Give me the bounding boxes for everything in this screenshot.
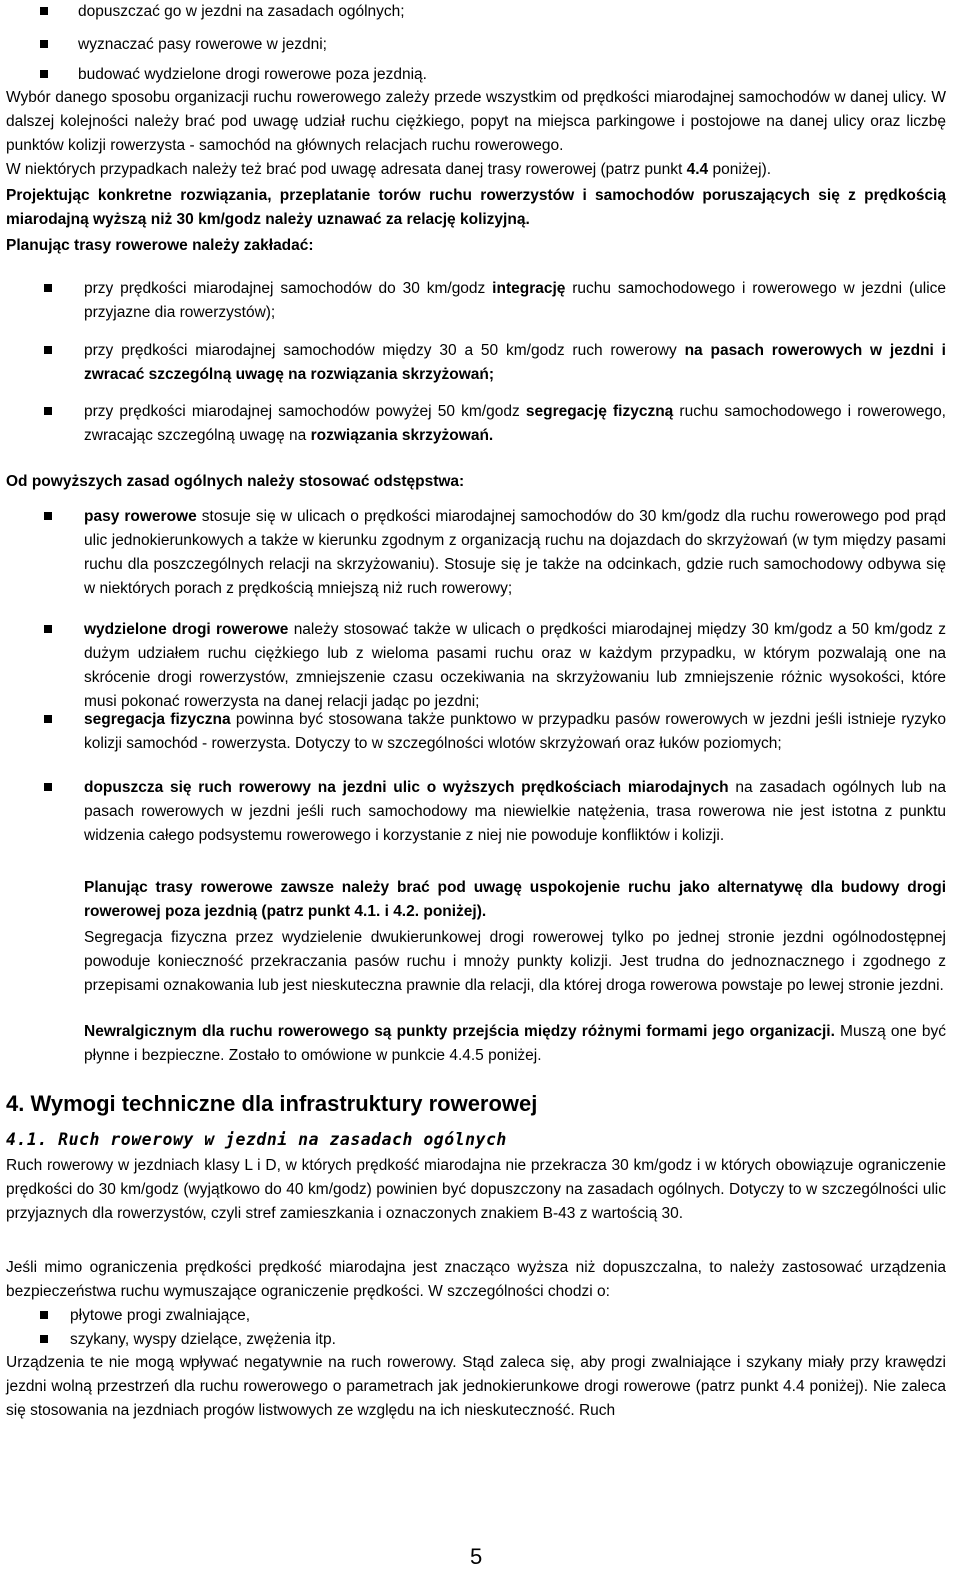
square-bullet-icon xyxy=(40,7,48,15)
segregation-paragraph: Segregacja fizyczna przez wydzielenie dwukierunkowej drogi rowerowej tylko po jednej stronie jezdni ogólnodostępnej powoduje konieczność przekraczania pasów ruchu i mnoży punkty kolizji. Jest trudna do jednoznacznego i zgodnego z przepisami oznakowania lub jest nieskuteczna prawnie dla relacji, dla której droga rowerowa powstaje po lewej stronie jezdni. xyxy=(84,929,946,994)
square-bullet-icon xyxy=(44,783,52,791)
square-bullet-icon xyxy=(44,715,52,723)
planning-list xyxy=(6,339,946,387)
list-item: szykany, wyspy dzielące, zwężenia itp. xyxy=(40,1328,940,1352)
paragraph: W niektórych przypadkach należy też brać pod uwagę adresata danej trasy rowerowej (patrz punkt 4.4 poniżej). xyxy=(6,161,772,178)
list-item: przy prędkości miarodajnej samochodów do 30 km/godz integrację ruchu samochodowego i rowerowego w jezdni (ulice przyjazne dia rowerzystów); xyxy=(6,277,946,325)
square-bullet-icon xyxy=(44,625,52,633)
paragraph: Wybór danego sposobu organizacji ruchu rowerowego zależy przede wszystkim od prędkości miarodajnej samochodów w danej ulicy. W dalszej kolejności należy brać pod uwagę udział ruchu ciężkiego, popyt na miejsca parkingowe i postojowe na danej ulicy oraz liczbę punktów kolizji rowerzysta - samochód na głównych relacjach ruchu rowerowego. xyxy=(6,89,946,154)
exceptions-heading: Od powyższych zasad ogólnych należy stosować odstępstwa: xyxy=(6,473,465,490)
exceptions-list xyxy=(6,618,946,714)
list-item: płytowe progi zwalniające, xyxy=(40,1304,940,1328)
planning-heading: Planując trasy rowerowe należy zakładać: xyxy=(6,237,314,254)
planning-list xyxy=(6,400,946,448)
square-bullet-icon xyxy=(44,512,52,520)
exceptions-list xyxy=(6,505,946,601)
document-page: dopuszczać go w jezdni na zasadach ogólnych; wyznaczać pasy rowerowe w jezdni; budować wydzielone drogi rowerowe poza jezdnią. Wybór danego sposobu organizacji ruchu rowerowego zależy przede wszystkim od prędkości miarodajnej samochodów w danej ulicy. W dalszej kolejności należy brać pod uwagę udział ruchu ciężkiego, popyt na miejsca parkingowe i postojowe na danej ulicy oraz liczbę punktów kolizji rowerzysta - samochód na głównych relacjach ruchu rowerowego. W niektórych przypadkach należy też brać pod uwagę adresata danej trasy rowerowej (patrz punkt 4.4 poniżej). Projektując konkretne rozwiązania, przeplatanie torów ruchu rowerzystów i samochodów poruszających się z prędkością miarodajną wyższą niż 30 km/godz należy uznawać za relację kolizyjną. Planując trasy rowerowe należy zakładać: przy prędkości miarodajnej samochodów do 30 km/godz integrację ruchu samochodowego i rowerowego w jezdni (ulice przyjazne dia rowerzystów); przy prędkości miarodajnej samochodów między 30 a 50 km/godz ruch rowerowy na pasach rowerowych w jezdni i zwracać szczególną uwagę na rozwiązania skrzyżowań; przy prędkości miarodajnej samochodów powyżej 50 km/godz segregację fizyczną ruchu samochodowego i rowerowego, zwracając szczególną uwagę na rozwiązania skrzyżowań. Od powyższych zasad ogólnych należy stosować odstępstwa: pasy rowerowe stosuje się w ulicach o prędkości miarodajnej samochodów do 30 km/godz dla ruchu rowerowego pod prąd ulic jednokierunkowych a także w kierunku zgodnym z organizacją ruchu na dojazdach do skrzyżowań (w tym między pasami ruchu dla poszczególnych relacji na skrzyżowaniu). Stosuje się je także na odcinkach, gdzie ruch samochodowy odbywa się w niektórych porach z prędkością mniejszą niż ruch rowerowy; wydzielone drogi rowerowe należy stosować także w ulicach o prędkości miarodajnej między 30 km/godz a 50 km/godz z dużym udziałem ruchu ciężkiego lub z wieloma pasami ruchu oraz w każdym przypadku, w którym pozwalają one na skrócenie drogi rowerzystów, zmniejszenie czasu oczekiwania na skrzyżowaniu lub zmniejszenie różnic wysokości, które musi pokonać rowerzysta na danej relacji jadąc po jezdni; segregacja fizyczna powinna być stosowana także punktowo w przypadku pasów rowerowych w jezdni jeśli istnieje ryzyko kolizji samochód - rowerzysta. Dotyczy to w szczególności wlotów skrzyżowań oraz łuków poziomych; dopuszcza się ruch rowerowy na jezdni ulic o wyższych prędkościach miarodajnych na zasadach ogólnych lub na pasach rowerowych w jezdni jeśli ruch samochodowy ma niewielkie natężenia, trasa rowerowa nie jest istotna z punktu widzenia całego podsystemu rowerowego i korzystanie z niej nie powoduje konfliktów i kolizji. Planując trasy rowerowe zawsze należy brać pod uwagę uspokojenie ruchu jako alternatywę dla budowy drogi rowerowej poza jezdnią (patrz punkt 4.1. i 4.2. poniżej). Segregacja fizyczna przez wydzielenie dwukierunkowej drogi rowerowej tylko po jednej stronie jezdni ogólnodostępnej powoduje konieczność przekraczania pasów ruchu i mnoży punkty kolizji. Jest trudna do jednoznacznego i zgodnego z przepisami oznakowania lub jest nieskuteczna prawnie dla relacji, dla której droga rowerowa powstaje po lewej stronie jezdni. Newralgicznym dla ruchu rowerowego są punkty przejścia między różnymi formami jego organizacji. Muszą one być płynne i bezpieczne. Zostało to omówione w punkcie 4.4.5 poniżej. 4. Wymogi techniczne dla infrastruktury rowerowej 4.1. Ruch rowerowy w jezdni na zasadach ogólnych Ruch rowerowy w jezdniach klasy L i D, w których prędkość miarodajna nie przekracza 30 km/godz i w których obowiązuje ograniczenie prędkości do 30 km/godz (wyjątkowo do 40 km/godz) powinien być dopuszczony na zasadach ogólnych. Dotyczy to w szczególności ulic przyjaznych dla rowerzystów, czyli stref zamieszkania i oznaczonych znakiem B-43 z wartością 30. Jeśli mimo ograniczenia prędkości prędkość miarodajna jest znacząco wyższa niż dopuszczalna, to należy zastosować urządzenia bezpieczeństwa ruchu wymuszające ograniczenie prędkości. W szczególności chodzi o: płytowe progi zwalniające, szykany, wyspy dzielące, zwężenia itp. Urządzenia te nie mogą wpływać negatywnie na ruch rowerowy. Stąd zaleca się, aby progi zwalniające i szykany miały przy krawędzi jezdni wolną przestrzeń dla ruchu rowerowego o parametrach jak jednokierunkowe drogi rowerowe (patrz punkt 4.4 poniżej). Nie zaleca się stosowania na jezdniach progów listwowych ze względu na ich nieskuteczność. Ruch 5 xyxy=(6,3,947,1569)
list-item: przy prędkości miarodajnej samochodów powyżej 50 km/godz segregację fizyczną ruchu samochodowego i rowerowego, zwracając szczególną uwagę na rozwiązania skrzyżowań. xyxy=(6,400,946,448)
paragraph: Jeśli mimo ograniczenia prędkości prędkość miarodajna jest znacząco wyższa niż dopuszczalna, to należy zastosować urządzenia bezpieczeństwa ruchu wymuszające ograniczenie prędkości. W szczególności chodzi o: xyxy=(6,1259,946,1300)
square-bullet-icon xyxy=(40,70,48,78)
section-heading: 4. Wymogi techniczne dla infrastruktury rowerowej xyxy=(6,1091,538,1116)
planning-note: Planując trasy rowerowe zawsze należy brać pod uwagę uspokojenie ruchu jako alternatywę dla budowy drogi rowerowej poza jezdnią (patrz punkt 4.1. i 4.2. poniżej). xyxy=(84,879,946,920)
paragraph: Urządzenia te nie mogą wpływać negatywnie na ruch rowerowy. Stąd zaleca się, aby progi zwalniające i szykany miały przy krawędzi jezdni wolną przestrzeń dla ruchu rowerowego o parametrach jak jednokierunkowe drogi rowerowe (patrz punkt 4.4 poniżej). Nie zaleca się stosowania na jezdniach progów listwowych ze względu na ich nieskuteczność. Ruch xyxy=(6,1354,946,1419)
subsection-heading: 4.1. Ruch rowerowy w jezdni na zasadach ogólnych xyxy=(6,1130,507,1149)
square-bullet-icon xyxy=(44,284,52,292)
square-bullet-icon xyxy=(44,346,52,354)
square-bullet-icon xyxy=(44,407,52,415)
page-number: 5 xyxy=(470,1544,483,1569)
measures-list xyxy=(40,1304,940,1352)
exceptions-list xyxy=(6,776,946,848)
list-item: wydzielone drogi rowerowe należy stosować także w ulicach o prędkości miarodajnej między 30 km/godz a 50 km/godz z dużym udziałem ruchu ciężkiego lub z wieloma pasami ruchu oraz w każdym przypadku, w którym pozwalają one na skrócenie drogi rowerzystów, zmniejszenie czasu oczekiwania na skrzyżowaniu lub zmniejszenie różnic wysokości, które musi pokonać rowerzysta na danej relacji jadąc po jezdni; xyxy=(6,618,946,714)
bold-paragraph: Projektując konkretne rozwiązania, przeplatanie torów ruchu rowerzystów i samochodów poruszających się z prędkością miarodajną wyższą niż 30 km/godz należy uznawać za relację kolizyjną. xyxy=(6,187,946,228)
list-item: przy prędkości miarodajnej samochodów między 30 a 50 km/godz ruch rowerowy na pasach rowerowych w jezdni i zwracać szczególną uwagę na rozwiązania skrzyżowań; xyxy=(6,339,946,387)
planning-list xyxy=(6,277,946,325)
list-item: dopuszcza się ruch rowerowy na jezdni ulic o wyższych prędkościach miarodajnych na zasadach ogólnych lub na pasach rowerowych w jezdni jeśli ruch samochodowy ma niewielkie natężenia, trasa rowerowa nie jest istotna z punktu widzenia całego podsystemu rowerowego i korzystanie z niej nie powoduje konfliktów i kolizji. xyxy=(6,776,946,848)
paragraph: Ruch rowerowy w jezdniach klasy L i D, w których prędkość miarodajna nie przekracza 30 km/godz i w których obowiązuje ograniczenie prędkości do 30 km/godz (wyjątkowo do 40 km/godz) powinien być dopuszczony na zasadach ogólnych. Dotyczy to w szczególności ulic przyjaznych dla rowerzystów, czyli stref zamieszkania i oznaczonych znakiem B-43 z wartością 30. xyxy=(6,1157,946,1222)
square-bullet-icon xyxy=(40,1335,48,1343)
critical-paragraph: Newralgicznym dla ruchu rowerowego są punkty przejścia między różnymi formami jego organizacji. Muszą one być płynne i bezpieczne. Zostało to omówione w punkcie 4.4.5 poniżej. xyxy=(84,1023,946,1064)
list-item: pasy rowerowe stosuje się w ulicach o prędkości miarodajnej samochodów do 30 km/godz dla ruchu rowerowego pod prąd ulic jednokierunkowych a także w kierunku zgodnym z organizacją ruchu na dojazdach do skrzyżowań (w tym między pasami ruchu dla poszczególnych relacji na skrzyżowaniu). Stosuje się je także na odcinkach, gdzie ruch samochodowy odbywa się w niektórych porach z prędkością mniejszą niż ruch rowerowy; xyxy=(6,505,946,601)
exceptions-list xyxy=(6,708,946,756)
list-item: segregacja fizyczna powinna być stosowana także punktowo w przypadku pasów rowerowych w jezdni jeśli istnieje ryzyko kolizji samochód - rowerzysta. Dotyczy to w szczególności wlotów skrzyżowań oraz łuków poziomych; xyxy=(6,708,946,756)
square-bullet-icon xyxy=(40,40,48,48)
square-bullet-icon xyxy=(40,1311,48,1319)
